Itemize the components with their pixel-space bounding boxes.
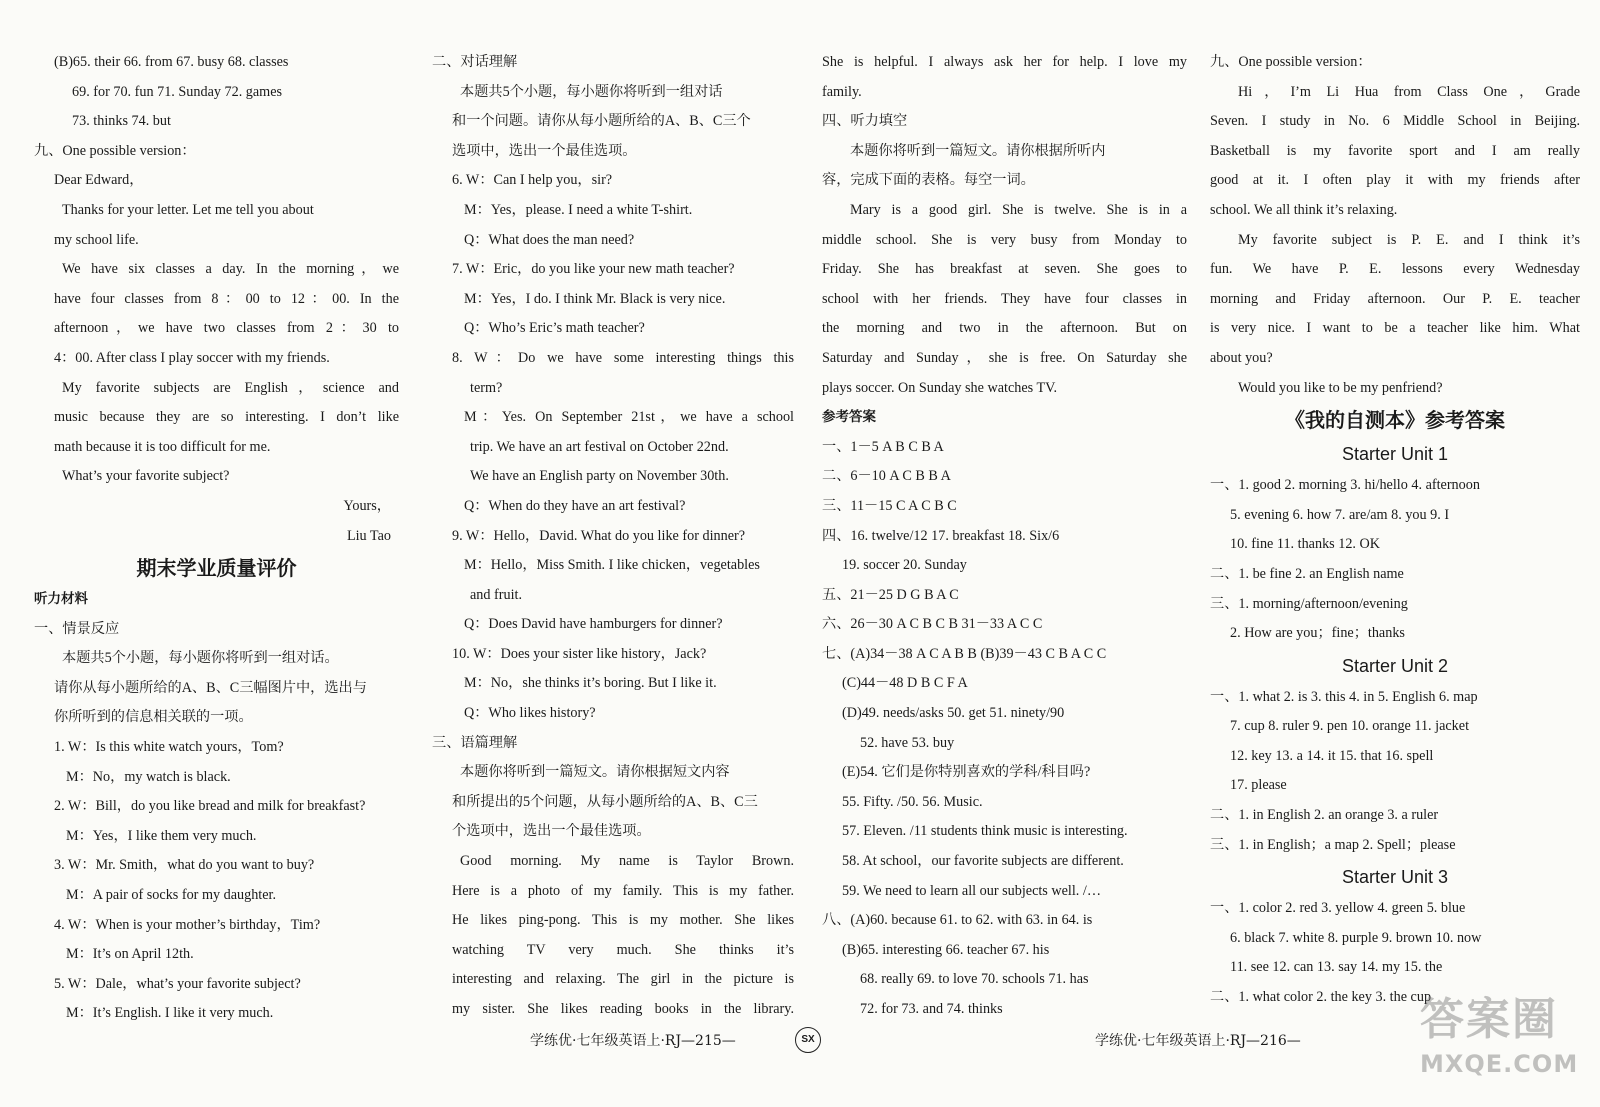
text-line: 59. We need to learn all our subjects well. /… — [842, 882, 1102, 899]
text-line: Dear Edward， — [54, 172, 144, 189]
text-line: 11. see 12. can 13. say 14. my 15. the — [1230, 959, 1443, 976]
text-line: the morning and two in the afternoon. But on — [822, 320, 1187, 337]
text-line: Friday. She has breakfast at seven. She goes to — [822, 261, 1187, 278]
text-line: my school life. — [54, 231, 139, 248]
text-line: 九、One possible version： — [34, 142, 196, 159]
text-line: music because they are so interesting. I don’t like — [54, 409, 399, 426]
text-line: Saturday and Sunday，she is free. On Saturday she — [822, 349, 1187, 366]
text-line: Yours， — [343, 497, 391, 514]
text-line: Starter Unit 1 — [1341, 444, 1449, 465]
watermark-line1: 答案圈 — [1420, 994, 1558, 1045]
text-line: interesting and relaxing. The girl in the picture is — [452, 971, 794, 988]
text-line: trip. We have an art festival on October 22nd. — [470, 438, 729, 455]
text-line: 一、1. color 2. red 3. yellow 4. green 5. blue — [1210, 900, 1466, 917]
text-line: 4：00. After class I play soccer with my friends. — [54, 349, 330, 366]
text-line: 68. really 69. to love 70. schools 71. has — [860, 971, 1089, 988]
text-line: 八、(A)60. because 61. to 62. with 63. in 64. is — [822, 912, 1093, 929]
text-line: 四、16. twelve/12 17. breakfast 18. Six/6 — [822, 527, 1060, 544]
text-line: Q：What does the man need? — [464, 231, 635, 248]
text-line: middle school. She is very busy from Monday to — [822, 231, 1187, 248]
text-line: 本题你将听到一篇短文。请你根据短文内容 — [460, 764, 730, 781]
watermark-logo — [1420, 992, 1590, 1092]
text-line: 本题你将听到一篇短文。请你根据所听内 — [850, 142, 1106, 159]
text-line: Q：Does David have hamburgers for dinner? — [464, 616, 723, 633]
text-line: Seven. I study in No. 6 Middle School in Beijing. — [1210, 113, 1580, 130]
text-line: 三、语篇理解 — [432, 734, 518, 751]
text-line: and fruit. — [470, 586, 523, 603]
text-line: afternoon，we have two classes from 2：30 to — [54, 320, 399, 337]
text-line: 请你从每小题所给的A、B、C三幅图片中，选出与 — [54, 679, 367, 696]
text-line: M：No，she thinks it’s boring. But I like it. — [464, 675, 717, 692]
text-line: M：It’s on April 12th. — [66, 946, 194, 963]
text-line: 2. How are you；fine；thanks — [1230, 625, 1405, 642]
text-line: 17. please — [1230, 777, 1287, 794]
text-line: 《我的自测本》参考答案 — [1285, 408, 1505, 433]
text-line: 12. key 13. a 14. it 15. that 16. spell — [1230, 747, 1434, 764]
text-line: Mary is a good girl. She is twelve. She is in a — [850, 201, 1187, 218]
text-line: 五、21－25 D G B A C — [822, 586, 959, 603]
text-line: 4. W：When is your mother’s birthday，Tim? — [54, 916, 321, 933]
text-line: about you? — [1210, 349, 1273, 366]
text-line: M：No，my watch is black. — [66, 768, 231, 785]
text-line: 10. W：Does your sister like history，Jack? — [452, 645, 707, 662]
text-line: 19. soccer 20. Sunday — [842, 557, 967, 574]
text-line: 一、1. what 2. is 3. this 4. in 5. English 6. map — [1210, 688, 1478, 705]
text-line: M：Yes，please. I need a white T-shirt. — [464, 201, 693, 218]
text-line: My favorite subject is P. E. and I think it’s — [1238, 231, 1580, 248]
text-line: 一、1. good 2. morning 3. hi/hello 4. afternoon — [1210, 477, 1480, 494]
text-line: 三、1. in English；a map 2. Spell；please — [1210, 836, 1456, 853]
text-line: Q：Who’s Eric’s math teacher? — [464, 320, 645, 337]
text-line: 72. for 73. and 74. thinks — [860, 1001, 1003, 1017]
text-line: 7. cup 8. ruler 9. pen 10. orange 11. jacket — [1230, 718, 1470, 735]
text-line: 选项中，选出一个最佳选项。 — [452, 142, 637, 159]
text-line: 和所提出的5个问题，从每小题所给的A、B、C三 — [452, 793, 758, 810]
publisher-logo-icon: SX — [795, 1027, 821, 1053]
text-line: Q：Who likes history? — [464, 705, 596, 722]
text-line: 6. black 7. white 8. purple 9. brown 10. now — [1230, 929, 1482, 946]
text-line: Q：When do they have an art festival? — [464, 497, 686, 514]
text-line: Would you like to be my penfriend? — [1238, 379, 1443, 396]
text-line: Here is a photo of my family. This is my father. — [452, 882, 794, 899]
text-line: school with her friends. They have four classes in — [822, 290, 1187, 307]
text-line: 一、1－5 A B C B A — [822, 438, 944, 455]
text-line: 二、1. in English 2. an orange 3. a ruler — [1210, 807, 1439, 824]
text-line: good at it. I often play it with my friends after — [1210, 172, 1580, 189]
text-line: 2. W：Bill，do you like bread and milk for breakfast? — [54, 798, 366, 815]
text-line: 二、6－10 A C B B A — [822, 468, 951, 485]
text-line: school. We all think it’s relaxing. — [1210, 201, 1398, 218]
text-line: Hi，I’m Li Hua from Class One，Grade — [1238, 83, 1580, 100]
text-line: 一、情景反应 — [34, 620, 120, 637]
text-line: 三、11－15 C A C B C — [822, 497, 957, 514]
text-line: He likes ping-pong. This is my mother. She likes — [452, 912, 794, 929]
text-line: Good morning. My name is Taylor Brown. — [460, 853, 794, 870]
text-line: 本题共5个小题，每小题你将听到一组对话。 — [62, 650, 339, 667]
text-line: M：It’s English. I like it very much. — [66, 1005, 274, 1022]
text-line: math because it is too difficult for me. — [54, 438, 271, 455]
text-line: 和一个问题。请你从每小题所给的A、B、C三个 — [452, 113, 751, 130]
page-footer-left: 学练优·七年级英语上·RJ—215— — [530, 1033, 736, 1049]
text-line: fun. We have P. E. lessons every Wednesday — [1210, 261, 1580, 278]
text-line: Liu Tao — [346, 527, 391, 544]
text-line: 8. W：Do we have some interesting things this — [452, 349, 794, 366]
text-line: 四、听力填空 — [822, 113, 908, 130]
text-line: 55. Fifty. /50. 56. Music. — [842, 793, 983, 810]
text-line: 73. thinks 74. but — [72, 113, 171, 130]
text-line: M：A pair of socks for my daughter. — [66, 887, 277, 904]
text-line: (D)49. needs/asks 50. get 51. ninety/90 — [842, 705, 1065, 722]
page-footer-right: 学练优·七年级英语上·RJ—216— — [1095, 1033, 1301, 1049]
text-line: M：Yes，I do. I think Mr. Black is very nice. — [464, 290, 726, 307]
text-line: (B)65. interesting 66. teacher 67. his — [842, 941, 1050, 958]
text-line: 个选项中，选出一个最佳选项。 — [452, 823, 651, 840]
text-line: 你所听到的信息相关联的一项。 — [54, 709, 253, 726]
text-line: 58. At school，our favorite subjects are different. — [842, 853, 1124, 870]
text-line: 1. W：Is this white watch yours，Tom? — [54, 739, 284, 756]
text-line: 期末学业质量评价 — [136, 556, 297, 581]
text-line: (E)54. 它们是你特别喜欢的学科/科目吗? — [842, 764, 1091, 781]
text-line: 9. W：Hello，David. What do you like for dinner? — [452, 527, 746, 544]
text-line: family. — [822, 83, 862, 100]
text-line: 九、One possible version： — [1210, 54, 1372, 70]
text-line: is very nice. I want to be a teacher like him. What — [1210, 320, 1580, 337]
text-line: morning and Friday afternoon. Our P. E. teacher — [1210, 290, 1580, 307]
text-line: 69. for 70. fun 71. Sunday 72. games — [72, 83, 283, 100]
text-line: watching TV very much. She thinks it’s — [452, 941, 794, 958]
text-line: We have an English party on November 30th. — [470, 468, 729, 485]
column-1 — [34, 48, 399, 1029]
text-line: my sister. She likes reading books in the library. — [452, 1001, 794, 1017]
text-line: 5. evening 6. how 7. are/am 8. you 9. I — [1230, 506, 1450, 523]
text-line: plays soccer. On Sunday she watches TV. — [822, 379, 1058, 396]
text-line: Starter Unit 3 — [1341, 867, 1449, 888]
column-4 — [1210, 48, 1580, 1013]
text-line: 七、(A)34－38 A C A B B (B)39－43 C B A C C — [822, 645, 1107, 662]
text-line: 二、对话理解 — [432, 54, 518, 70]
text-line: (C)44－48 D B C F A — [842, 675, 968, 692]
text-line: My favorite subjects are English，science and — [62, 379, 399, 396]
text-line: 二、1. what color 2. the key 3. the cup — [1210, 989, 1432, 1006]
text-line: We have six classes a day. In the morning，we — [62, 261, 399, 278]
text-line: M：Yes，I like them very much. — [66, 827, 257, 844]
text-line: Starter Unit 2 — [1341, 655, 1449, 676]
text-line: 52. have 53. buy — [860, 734, 955, 751]
text-line: M：Hello，Miss Smith. I like chicken，vegetables — [464, 557, 760, 574]
text-line: She is helpful. I always ask her for help. I love my — [822, 54, 1187, 70]
text-line: 57. Eleven. /11 students think music is interesting. — [842, 823, 1128, 840]
watermark-line2: MXQE.COM — [1420, 1050, 1579, 1078]
text-line: 3. W：Mr. Smith，what do you want to buy? — [54, 857, 315, 874]
text-line: What’s your favorite subject? — [62, 468, 230, 485]
text-line: term? — [470, 379, 503, 396]
text-line: have four classes from 8：00 to 12：00. In the — [54, 290, 399, 307]
text-line: 6. W：Can I help you，sir? — [452, 172, 613, 189]
text-line: Thanks for your letter. Let me tell you about — [62, 201, 314, 218]
text-line: M：Yes. On September 21st，we have a school — [464, 409, 794, 426]
text-line: 六、26－30 A C B C B 31－33 A C C — [822, 616, 1043, 633]
text-line: 参考答案 — [822, 409, 876, 426]
column-2 — [432, 48, 794, 1025]
text-line: 容，完成下面的表格。每空一词。 — [822, 172, 1035, 189]
text-line: Basketball is my favorite sport and I am really — [1210, 142, 1580, 159]
column-3 — [822, 48, 1187, 1025]
text-line: 三、1. morning/afternoon/evening — [1210, 595, 1408, 612]
text-line: 二、1. be fine 2. an English name — [1210, 565, 1404, 582]
text-line: (B)65. their 66. from 67. busy 68. classes — [54, 54, 289, 70]
text-line: 听力材料 — [34, 591, 88, 608]
text-line: 本题共5个小题，每小题你将听到一组对话 — [460, 83, 723, 100]
text-line: 7. W：Eric，do you like your new math teacher? — [452, 261, 735, 278]
text-line: 5. W：Dale，what’s your favorite subject? — [54, 975, 301, 992]
text-line: 10. fine 11. thanks 12. OK — [1230, 536, 1381, 553]
